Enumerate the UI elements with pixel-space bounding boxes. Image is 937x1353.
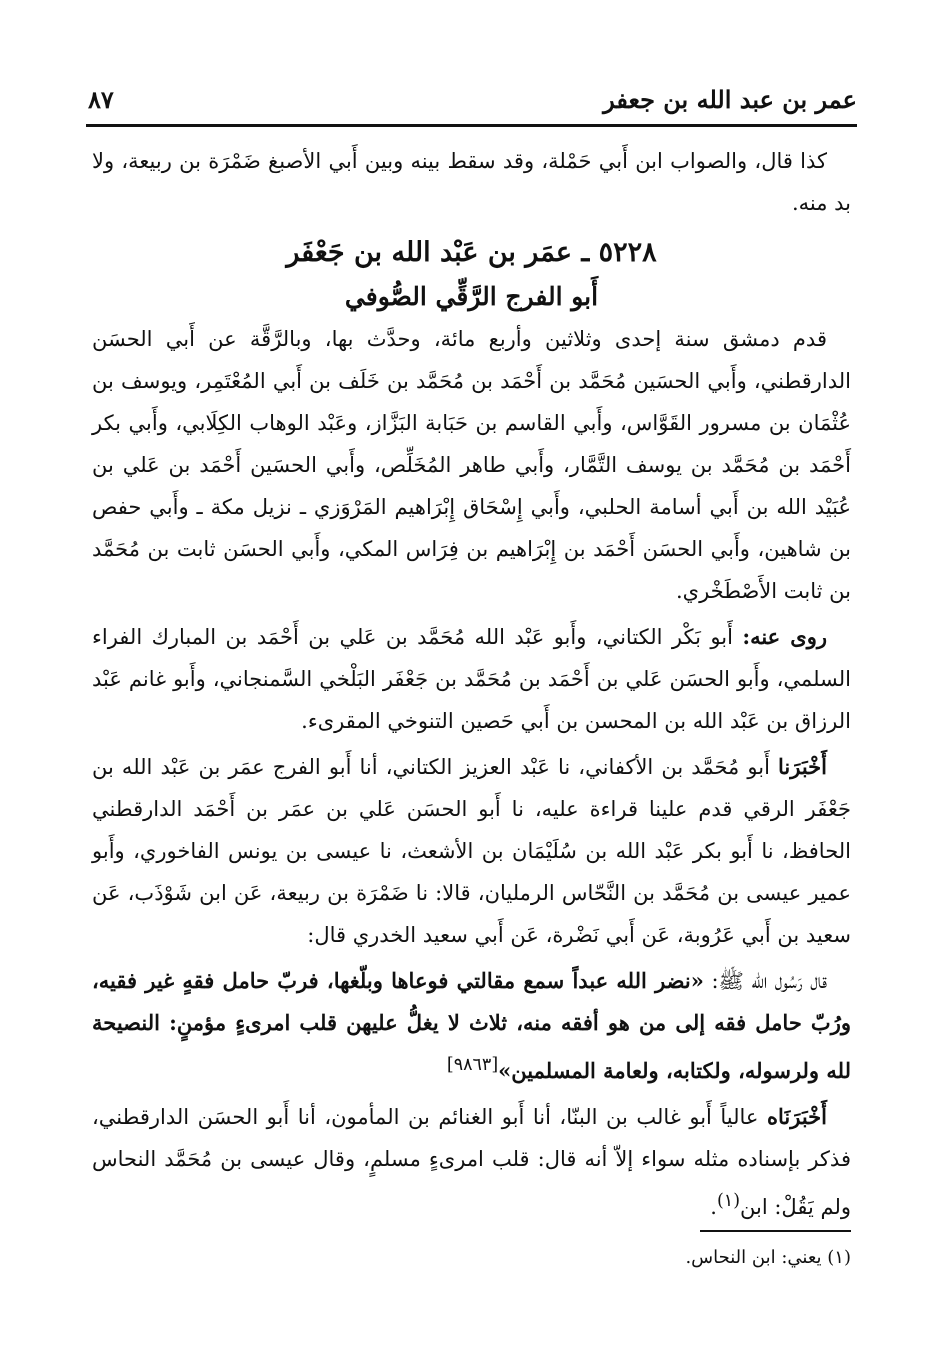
biography-paragraph: قدم دمشق سنة إحدى وثلاثين وأربع مائة، وحدَّث بها، وبالرَّقَّة عن أَبي الحسَن الدارقطني، وأَبي الحسَين مُحَمَّد بن أَحْمَد بن مُحَمَّد بن خَلَف بن أَبي المُعْتَمِر، ويوسف بن عُثْمَان بن مسرور القَوَّاس، وأَبي القاسم بن حَبَابة البَزَّاز، وعَبْد الوهاب الكِلَابي، وأَبي بكر أَحْمَد بن مُحَمَّد بن يوسف التَّمَّار، وأَبي طاهر المُخَلِّص، وأَبي الحسَين أَحْمَد بن عَلي بن عُبَيْد الله بن أَبي أسامة الحلبي، وأَبي إِسْحَاق إِبْرَاهيم المَرْوَزي ـ نزيل مكة ـ وأَبي حفص بن شاهين، وأَبي الحسَن أَحْمَد بن إِبْرَاهيم بن فِرَاس المكي، وأَبي الحسَن ثابت بن مُحَمَّد بن ثابت الأَصْطَخْري.	[92, 327, 851, 603]
footnote-marker: (١)	[827, 1247, 851, 1268]
second-isnad-lead: أَخْبَرَنَاه	[767, 1104, 827, 1129]
footnote-rule	[700, 1230, 851, 1232]
hadith-intro: قال رَسُول الله ﷺ:	[703, 969, 827, 993]
hadith-paragraph	[92, 960, 851, 1092]
narrators-text: أَبو بَكْر الكتاني، وأَبو عَبْد الله مُحَمَّد بن عَلي بن أَحْمَد بن المبارك الفراء السلمي، وأَبو الحسَن عَلي بن أَحْمَد بن مُحَمَّد بن جَعْفَر البَلْخي السَّمنجاني، وأَبو غانم عَبْد الرزاق بن عَبْد الله بن المحسن بن أَبي حَصين التنوخي المقرىء.	[92, 625, 851, 733]
page-number: ٨٧	[88, 84, 114, 114]
footnote-reference: (١)	[716, 1191, 741, 1211]
second-isnad-end: .	[710, 1195, 717, 1219]
narrators-lead: روى عنه:	[742, 624, 827, 649]
isnad-lead: أَخْبَرَنا	[778, 754, 827, 779]
main-text	[92, 140, 851, 1232]
running-title: عمر بن عبد الله بن جعفر	[603, 84, 857, 114]
entry-heading: ٥٢٢٨ ـ عمَر بن عَبْد الله بن جَعْفَر	[286, 237, 657, 268]
header-rule	[86, 124, 857, 127]
running-header	[88, 82, 857, 116]
narrators-paragraph	[92, 616, 851, 742]
isnad-text: أَبو مُحَمَّد بن الأكفاني، نا عَبْد العزيز الكتاني، أنا أَبو الفرج عمَر بن عَبْد الله بن جَعْفَر الرقي قدم علينا قراءة عليه، نا أَبو الحسَن عَلي بن عمَر بن أَحْمَد الدارقطني الحافظ، نا أَبو بكر عَبْد الله بن سُلَيْمَان بن الأشعث، نا عيسى بن يونس الفاخوري، وأَبو عمير عيسى بن مُحَمَّد بن النَّحّاس الرمليان، قالا: نا ضَمْرَة بن ربيعة، عَن ابن شَوْذَب، عَن سعيد بن أَبي عَرُوبة، عَن أَبي نَضْرة، عَن أَبي سعيد الخدري قال:	[92, 755, 851, 947]
entry-subheading: أَبو الفرج الرَّقِّي الصُّوفي	[344, 282, 599, 311]
isnad-paragraph	[92, 746, 851, 956]
hadith-text: «نضر الله عبداً سمع مقالتي فوعاها وبلّغها، فربّ حامل فقهٍ غير فقيه، ورُبّ حامل فقه إلى من هو أفقه منه، ثلاث لا يغلُّ عليهن قلب امرىءٍ مؤمنٍ: النصيحة لله ولرسوله، ولكتابه، ولعامة المسلمين»	[92, 968, 851, 1083]
footnote	[92, 1243, 851, 1273]
second-isnad-text: عالياً أَبو غالب بن البنّا، أنا أَبو الغنائم بن المأمون، أنا أَبو الحسَن الدارقطني، فذكر بإسناده مثله سواء إلاّ أنه قال: قلب امرىءٍ مسلمٍ، وقال عيسى بن مُحَمَّد النحاس ولم يَقُلْ: ابن	[92, 1105, 851, 1219]
footnote-text: يعني: ابن النحاس.	[685, 1247, 822, 1268]
continuation-paragraph: كذا قال، والصواب ابن أَبي حَمْلة، وقد سقط بينه وبين أَبي الأصبغ ضَمْرَة بن ربيعة، ولا بد منه.	[92, 149, 851, 215]
hadith-reference: [٩٨٦٣]	[446, 1055, 499, 1075]
second-isnad-paragraph	[92, 1096, 851, 1228]
